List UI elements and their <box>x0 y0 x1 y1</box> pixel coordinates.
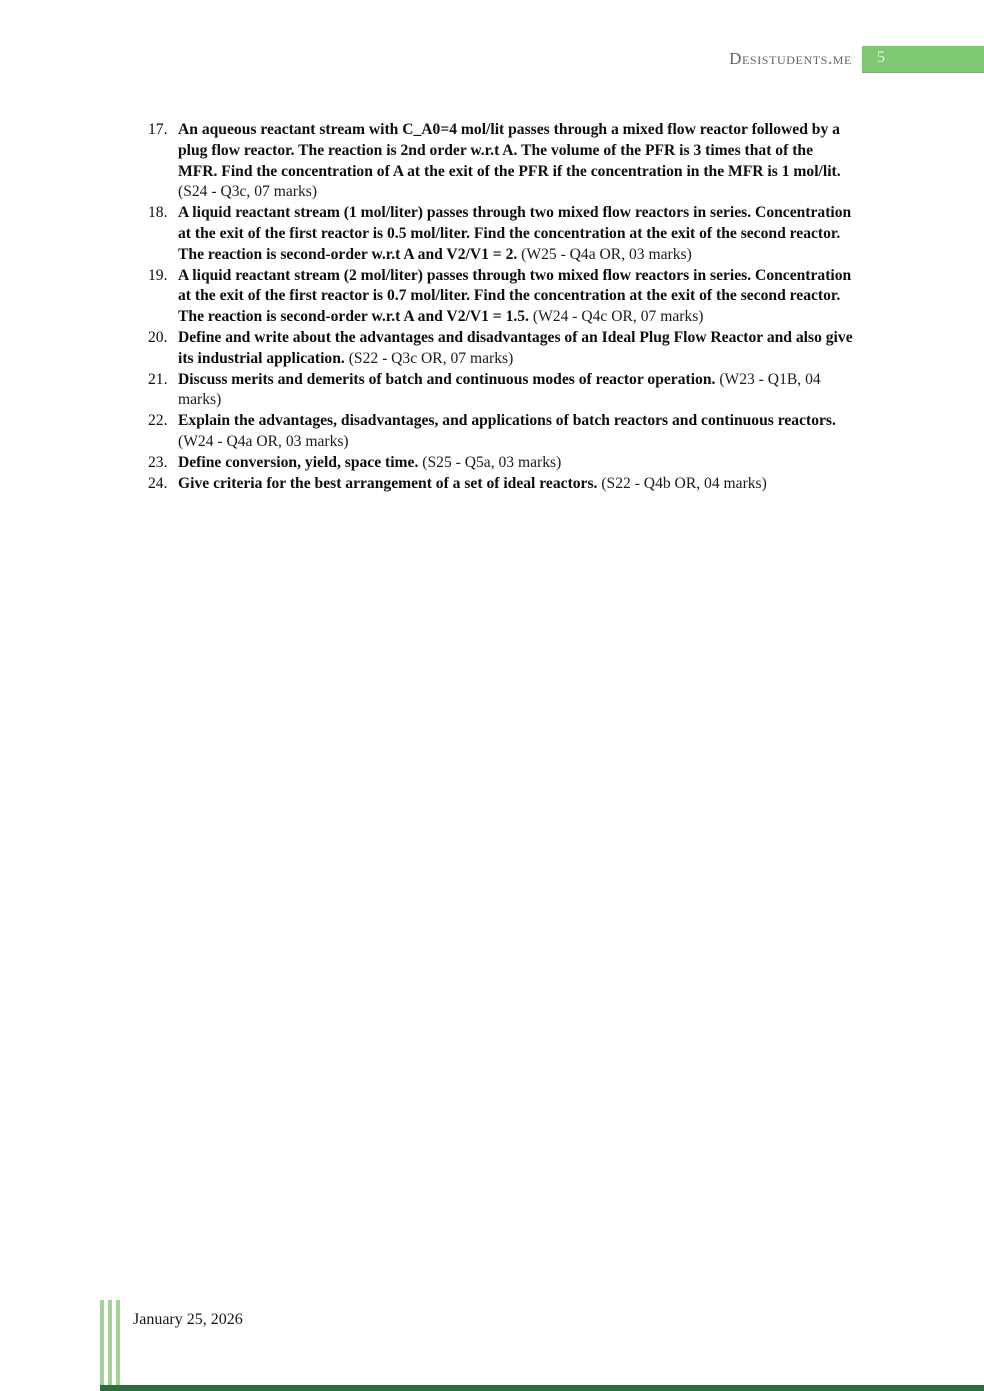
question-citation: (S25 - Q5a, 03 marks) <box>422 453 562 471</box>
question-number: 21. <box>148 370 168 388</box>
footer-bottom-bar <box>100 1385 984 1391</box>
question-text: Define conversion, yield, space time. <box>178 453 419 471</box>
page-number-badge <box>862 46 984 73</box>
question-text: Discuss merits and demerits of batch and continuous modes of reactor operation. <box>178 370 716 388</box>
footer-accent-lines <box>100 1300 120 1385</box>
question-citation: (W25 - Q4a OR, 03 marks) <box>521 245 692 263</box>
question-item-21 <box>148 370 856 412</box>
question-text: Define and write about the advantages and disadvantages of an Ideal Plug Flow Reactor and also give its industrial application. <box>178 328 853 367</box>
question-number: 22. <box>148 412 168 430</box>
question-citation: (S24 - Q3c, 07 marks) <box>178 183 318 201</box>
question-item-24 <box>148 474 856 495</box>
question-text: A liquid reactant stream (1 mol/liter) passes through two mixed flow reactors in series. Concentration at the exit of the first reactor is 0.5 mol/liter. Find the concentration at the exit of the second reactor. The reaction is second-order w.r.t A and V2/V1 = 2. <box>178 204 852 263</box>
question-citation: (W24 - Q4a OR, 03 marks) <box>178 432 349 450</box>
page-number: 5 <box>877 49 885 66</box>
question-citation: (S22 - Q3c OR, 07 marks) <box>348 349 514 367</box>
question-text: A liquid reactant stream (2 mol/liter) passes through two mixed flow reactors in series. Concentration at the exit of the first reactor is 0.7 mol/liter. Find the concentration at the exit of the second reactor. The reaction is second-order w.r.t A and V2/V1 = 1.5. <box>178 266 852 326</box>
accent-vertical-line <box>116 1300 120 1385</box>
question-number: 23. <box>148 453 168 471</box>
question-item-19 <box>148 266 856 328</box>
question-text: Explain the advantages, disadvantages, and applications of batch reactors and continuous reactors. <box>178 412 836 430</box>
question-number: 19. <box>148 266 168 284</box>
question-item-17 <box>148 120 856 203</box>
footer-date: January 25, 2026 <box>133 1311 243 1328</box>
question-list <box>148 120 856 494</box>
question-citation: (S22 - Q4b OR, 04 marks) <box>601 474 767 492</box>
question-item-23 <box>148 453 856 474</box>
question-text: An aqueous reactant stream with C_A0=4 mol/lit passes through a mixed flow reactor followed by a plug flow reactor. The reaction is 2nd order w.r.t A. The volume of the PFR is 3 times that of the MFR. Find the concentration of A at the exit of the PFR if the concentration in the MFR is 1 mol/lit. <box>178 121 841 180</box>
question-number: 18. <box>148 204 168 222</box>
question-citation: (W23 - Q1B, 04 marks) <box>178 370 821 409</box>
question-text: Give criteria for the best arrangement of a set of ideal reactors. <box>178 474 598 492</box>
question-citation: (W24 - Q4c OR, 07 marks) <box>532 308 704 326</box>
question-number: 20. <box>148 328 168 346</box>
question-number: 17. <box>148 121 168 138</box>
accent-vertical-line <box>100 1300 104 1385</box>
question-number: 24. <box>148 474 168 492</box>
site-name: Desistudents.me <box>729 49 852 68</box>
question-item-20 <box>148 328 856 370</box>
question-item-18 <box>148 203 856 265</box>
question-item-22 <box>148 411 856 453</box>
accent-vertical-line <box>108 1300 112 1385</box>
